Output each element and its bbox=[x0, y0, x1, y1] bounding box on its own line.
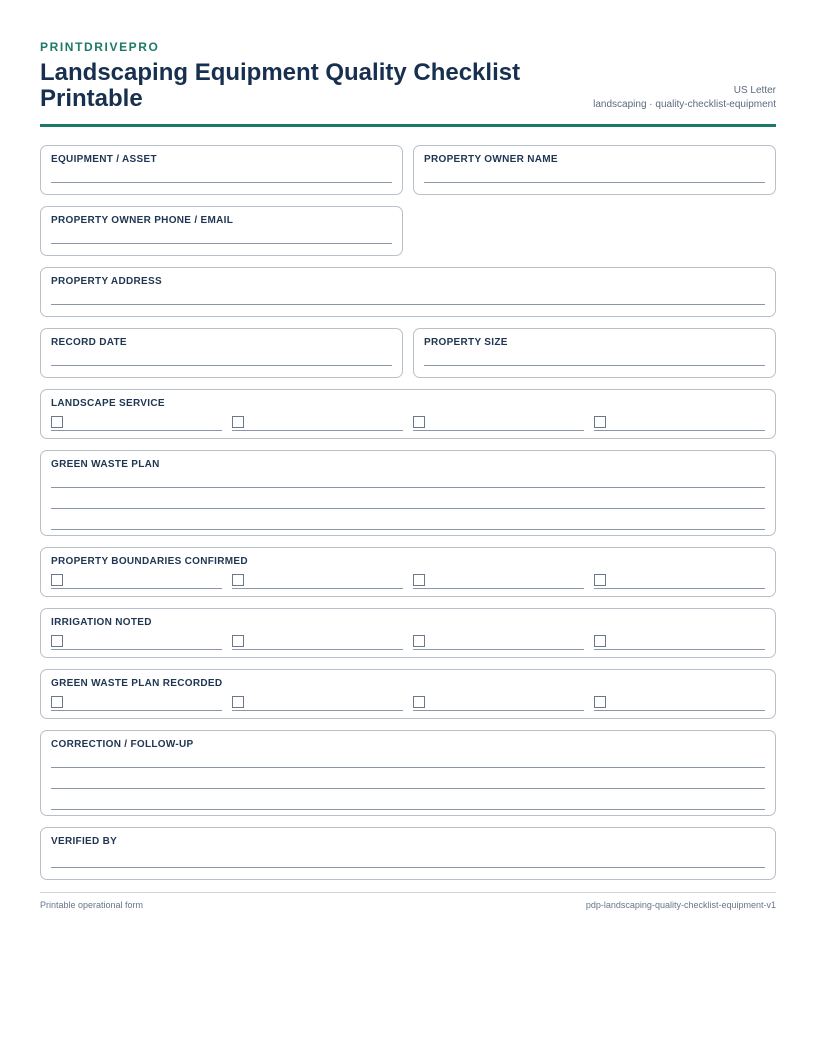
checkbox-option bbox=[232, 574, 403, 589]
property-size-field bbox=[413, 328, 776, 378]
form-meta bbox=[593, 84, 776, 112]
field-row bbox=[40, 547, 776, 597]
paper-size: US Letter bbox=[733, 85, 776, 96]
checkbox-option bbox=[413, 574, 584, 589]
field-row bbox=[40, 450, 776, 536]
verified-by-field bbox=[40, 827, 776, 880]
checkbox-option bbox=[51, 416, 222, 431]
checkbox[interactable] bbox=[413, 416, 425, 428]
checkbox-group bbox=[51, 574, 765, 589]
checkbox[interactable] bbox=[51, 635, 63, 647]
checkbox[interactable] bbox=[232, 574, 244, 586]
field-row bbox=[40, 267, 776, 317]
irrigation-noted-field bbox=[40, 608, 776, 658]
field-row bbox=[40, 730, 776, 816]
green-waste-plan-field bbox=[40, 450, 776, 536]
checkbox-option bbox=[413, 696, 584, 711]
property-boundaries-confirmed-field bbox=[40, 547, 776, 597]
form-title: Landscaping Equipment Quality Checklist Printable bbox=[40, 59, 521, 112]
checkbox[interactable] bbox=[594, 696, 606, 708]
irrigation-noted-label: IRRIGATION NOTED bbox=[51, 617, 152, 628]
brand-name: PRINTDRIVEPRO bbox=[40, 40, 160, 54]
equipment-asset-label: EQUIPMENT / ASSET bbox=[51, 154, 157, 165]
property-size-input-line[interactable] bbox=[424, 364, 765, 366]
property-owner-name-label: PROPERTY OWNER NAME bbox=[424, 154, 558, 165]
checkbox-option bbox=[51, 696, 222, 711]
property-owner-contact-input-line[interactable] bbox=[51, 242, 392, 244]
property-address-input-line[interactable] bbox=[51, 303, 765, 305]
checkbox-group bbox=[51, 635, 765, 650]
checkbox[interactable] bbox=[51, 696, 63, 708]
green-waste-plan-label: GREEN WASTE PLAN bbox=[51, 459, 160, 470]
correction-follow-up-field bbox=[40, 730, 776, 816]
property-address-label: PROPERTY ADDRESS bbox=[51, 276, 162, 287]
checkbox[interactable] bbox=[51, 574, 63, 586]
field-row bbox=[40, 669, 776, 719]
property-owner-contact-field bbox=[40, 206, 403, 256]
form-tags: landscaping · quality-checklist-equipment bbox=[593, 99, 776, 110]
checkbox-option bbox=[51, 574, 222, 589]
checkbox[interactable] bbox=[594, 574, 606, 586]
green-waste-plan-input-line[interactable] bbox=[51, 507, 765, 509]
green-waste-plan-recorded-label: GREEN WASTE PLAN RECORDED bbox=[51, 678, 223, 689]
form-footer bbox=[40, 892, 776, 910]
checkbox[interactable] bbox=[594, 635, 606, 647]
checkbox[interactable] bbox=[51, 416, 63, 428]
checkbox-option bbox=[594, 574, 765, 589]
checkbox-option bbox=[594, 696, 765, 711]
checkbox[interactable] bbox=[413, 696, 425, 708]
equipment-asset-field bbox=[40, 145, 403, 195]
correction-follow-up-input-line[interactable] bbox=[51, 787, 765, 789]
field-row bbox=[40, 145, 776, 195]
correction-follow-up-label: CORRECTION / FOLLOW-UP bbox=[51, 739, 194, 750]
checkbox-option bbox=[594, 416, 765, 431]
property-owner-contact-label: PROPERTY OWNER PHONE / EMAIL bbox=[51, 215, 234, 226]
checkbox[interactable] bbox=[232, 635, 244, 647]
record-date-field bbox=[40, 328, 403, 378]
field-row bbox=[40, 827, 776, 880]
property-address-field bbox=[40, 267, 776, 317]
checkbox[interactable] bbox=[413, 635, 425, 647]
checkbox-option bbox=[232, 696, 403, 711]
checkbox-option bbox=[232, 635, 403, 650]
correction-follow-up-input-line[interactable] bbox=[51, 766, 765, 768]
checkbox[interactable] bbox=[232, 416, 244, 428]
field-row bbox=[40, 389, 776, 439]
property-size-label: PROPERTY SIZE bbox=[424, 337, 508, 348]
checkbox-option bbox=[51, 635, 222, 650]
property-owner-name-input-line[interactable] bbox=[424, 181, 765, 183]
checkbox-option bbox=[413, 635, 584, 650]
record-date-label: RECORD DATE bbox=[51, 337, 127, 348]
correction-follow-up-input-line[interactable] bbox=[51, 808, 765, 810]
verified-by-input-line[interactable] bbox=[51, 866, 765, 868]
form-id: pdp-landscaping-quality-checklist-equipment-v1 bbox=[585, 900, 776, 910]
field-row bbox=[40, 206, 776, 256]
checkbox[interactable] bbox=[232, 696, 244, 708]
equipment-asset-input-line[interactable] bbox=[51, 181, 392, 183]
checkbox-option bbox=[594, 635, 765, 650]
form-header bbox=[40, 40, 776, 127]
landscape-service-label: LANDSCAPE SERVICE bbox=[51, 398, 165, 409]
verified-by-label: VERIFIED BY bbox=[51, 836, 118, 847]
field-row bbox=[40, 328, 776, 378]
checkbox-option bbox=[413, 416, 584, 431]
green-waste-plan-input-line[interactable] bbox=[51, 486, 765, 488]
footer-description: Printable operational form bbox=[40, 900, 144, 910]
green-waste-plan-input-line[interactable] bbox=[51, 528, 765, 530]
landscape-service-field bbox=[40, 389, 776, 439]
property-boundaries-confirmed-label: PROPERTY BOUNDARIES CONFIRMED bbox=[51, 556, 248, 567]
record-date-input-line[interactable] bbox=[51, 364, 392, 366]
green-waste-plan-recorded-field bbox=[40, 669, 776, 719]
checkbox[interactable] bbox=[594, 416, 606, 428]
property-owner-name-field bbox=[413, 145, 776, 195]
checkbox[interactable] bbox=[413, 574, 425, 586]
form-page bbox=[40, 40, 776, 910]
checkbox-group bbox=[51, 696, 765, 711]
checkbox-group bbox=[51, 416, 765, 431]
checkbox-option bbox=[232, 416, 403, 431]
field-row bbox=[40, 608, 776, 658]
